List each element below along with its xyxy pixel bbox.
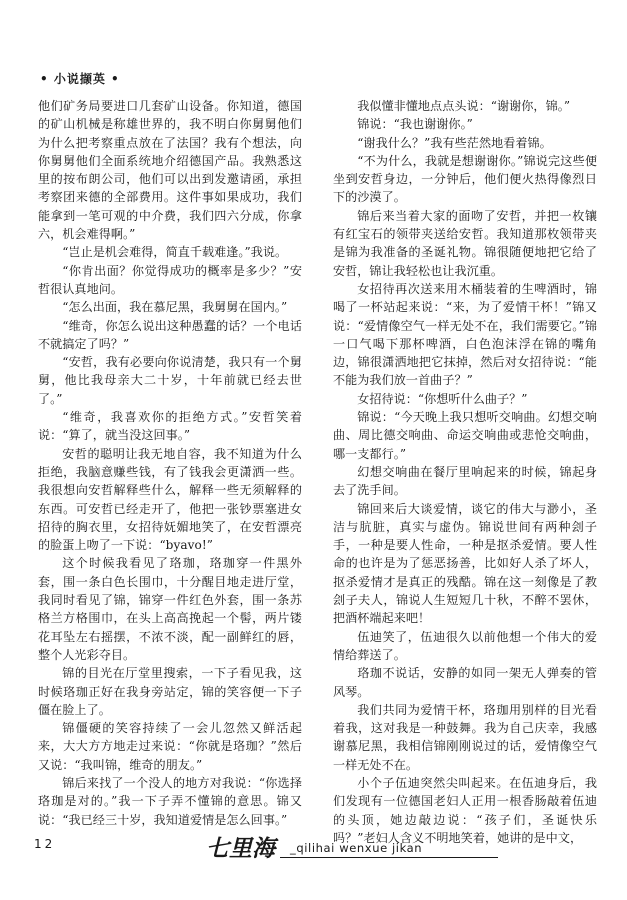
body-paragraph: “维奇，你怎么说出这种愚蠢的话？一个电话不就搞定了吗？” [38,318,302,351]
body-paragraph: 小个子伍迪突然尖叫起来。在伍迪身后，我们发现有一位德国老妇人正用一根香肠敲着伍迪的头顶，她边敲边说：“孩子们，圣诞快乐吗？”老妇人含义不明地笑着，她讲的是中文， [333,775,597,845]
body-paragraph: “谢我什么？”我有些茫然地看着锦。 [357,135,552,150]
journal-logo: 七里海 [206,835,275,862]
body-paragraph: 锦僵硬的笑容持续了一会儿忽然又鲜活起来，大大方方地走过来说：“你就是珞珈？”然后又说：“我叫锦，维奇的朋友。” [38,721,302,772]
body-paragraph: “怎么出面，我在慕尼黑，我舅舅在国内。” [62,300,288,315]
body-paragraph: 安哲的聪明让我无地自容，我不知道为什么拒绝，我脑意赚些钱，有了钱我会更潇洒一些。我很想向安哲解释些什么，解释一些无须解释的东西。可安哲已经走开了，他把一张钞票塞进女招待的胸衣里，女招待妩媚地笑了，在安哲漂亮的脸蛋上吻了一下说：“byavo!” [38,446,302,553]
body-paragraph: 伍迪笑了，伍迪很久以前他想一个伟大的爱情给葬送了。 [333,629,597,662]
body-paragraph: 珞珈不说话，安静的如同一架无人弹奏的管风琴。 [333,666,597,699]
body-paragraph: 他们矿务局要进口几套矿山设备。你知道，德国的矿山机械是称雄世界的，我不明白你舅舅他们为什么把考察重点放在了法国？我有个想法，向你舅舅他们全面系统地介绍德国产品。我熟悉这里的按布朗公司，他们可以出到发邀请函，承担考察团来德的全部费用。这件事如果成功，我们能拿到一笔可观的中介费，我们四六分成，你拿六，机会难得啊。” [38,99,302,242]
body-paragraph: 我们共同为爱情干杯，珞珈用别样的目光看着我，这对我是一种鼓舞。我为自己庆幸，我感谢慕尼黑，我相信锦刚刚说过的话，爱情像空气一样无处不在。 [333,702,597,772]
left-text-column [38,97,302,827]
journal-pinyin-title: _qilihai wenxue jikan [290,841,423,855]
body-paragraph: 锦说：“我也谢谢你。” [357,117,473,132]
page-number: 12 [34,837,56,851]
body-paragraph: “你肯出面？你觉得成功的概率是多少？”安哲很认真地问。 [38,263,302,296]
body-paragraph: 锦后来当着大家的面吻了安哲，并把一枚镶有红宝石的领带夹送给安哲。我知道那枚领带夹是锦为我准备的圣诞礼物。锦很随便地把它给了安哲，锦让我轻松也让我沉重。 [333,208,597,278]
body-paragraph: 我似懂非懂地点点头说：“谢谢你，锦。” [357,99,571,113]
body-paragraph: 女招待再次送来用木桶装着的生啤酒时，锦喝了一杯站起来说：“来，为了爱情干杯！”锦又说：“爱情像空气一样无处不在，我们需要它。”锦一口气喝下那杯啤酒，白色泡沫浮在锦的嘴角边，锦很潇洒地把它抹掉，然后对女招待说：“能不能为我们放一首曲子？” [333,281,597,388]
masthead-underline [280,857,498,858]
body-paragraph: 女招待说：“你想听什么曲子？” [357,391,528,406]
body-paragraph: 幻想交响曲在餐厅里响起来的时候，锦起身去了洗手间。 [333,464,597,498]
section-label: • 小说撷英 • [40,72,120,86]
body-paragraph: 锦后来找了一个没人的地方对我说：“你选择珞珈是对的。”我一下子弄不懂锦的意思。锦又说：“我已经三十岁，我知道爱情是怎么回事。” [38,775,302,827]
body-paragraph: “安哲，我有必要向你说清楚，我只有一个舅舅，他比我母亲大二十岁，十年前就已经去世了。” [38,355,302,406]
journal-masthead [206,830,506,862]
body-paragraph: 锦说：“今天晚上我只想听交响曲。幻想交响曲、周比德交响曲、命运交响曲或悲怆交响曲，哪一支都行。” [333,410,597,461]
right-text-column [333,97,597,845]
body-paragraph: “岂止是机会难得，简直千载难逢。”我说。 [62,245,288,260]
body-paragraph: “维奇，我喜欢你的拒绝方式。”安哲笑着说：“算了，就当没这回事。” [38,410,302,443]
body-paragraph: “不为什么，我就是想谢谢你。”锦说完这些便坐到安哲身边，一分钟后，他们便火热得像烈日下的沙漠了。 [333,153,597,205]
body-paragraph: 锦的目光在厅堂里搜索，一下子看见我，这时候珞珈正好在我身旁站定，锦的笑容便一下子僵在脸上了。 [38,666,302,717]
body-paragraph: 锦回来后大谈爱情，谈它的伟大与渺小，圣洁与肮脏，真实与虚伪。锦说世间有两种刽子手，一种是要人性命，一种是抠杀爱情。要人性命的也许是为了惩恶扬善，比如好人杀了坏人，抠杀爱情才是真正的残酷。锦在这一刻像是了教刽子夫人，锦说人生短短几十秋，不醉不罢休，把酒杯端起来吧！ [333,501,597,626]
body-paragraph: 这个时候我看见了珞珈，珞珈穿一件黑外套，围一条白色长围巾，十分醒目地走进厅堂，我同时看见了锦，锦穿一件红色外套，围一条苏格兰方格围巾，在头上高高挽起一个髻，两片镂花耳坠左右摇摆，不浓不淡，配一副鲜红的唇，整个人光彩夺目。 [38,556,302,662]
